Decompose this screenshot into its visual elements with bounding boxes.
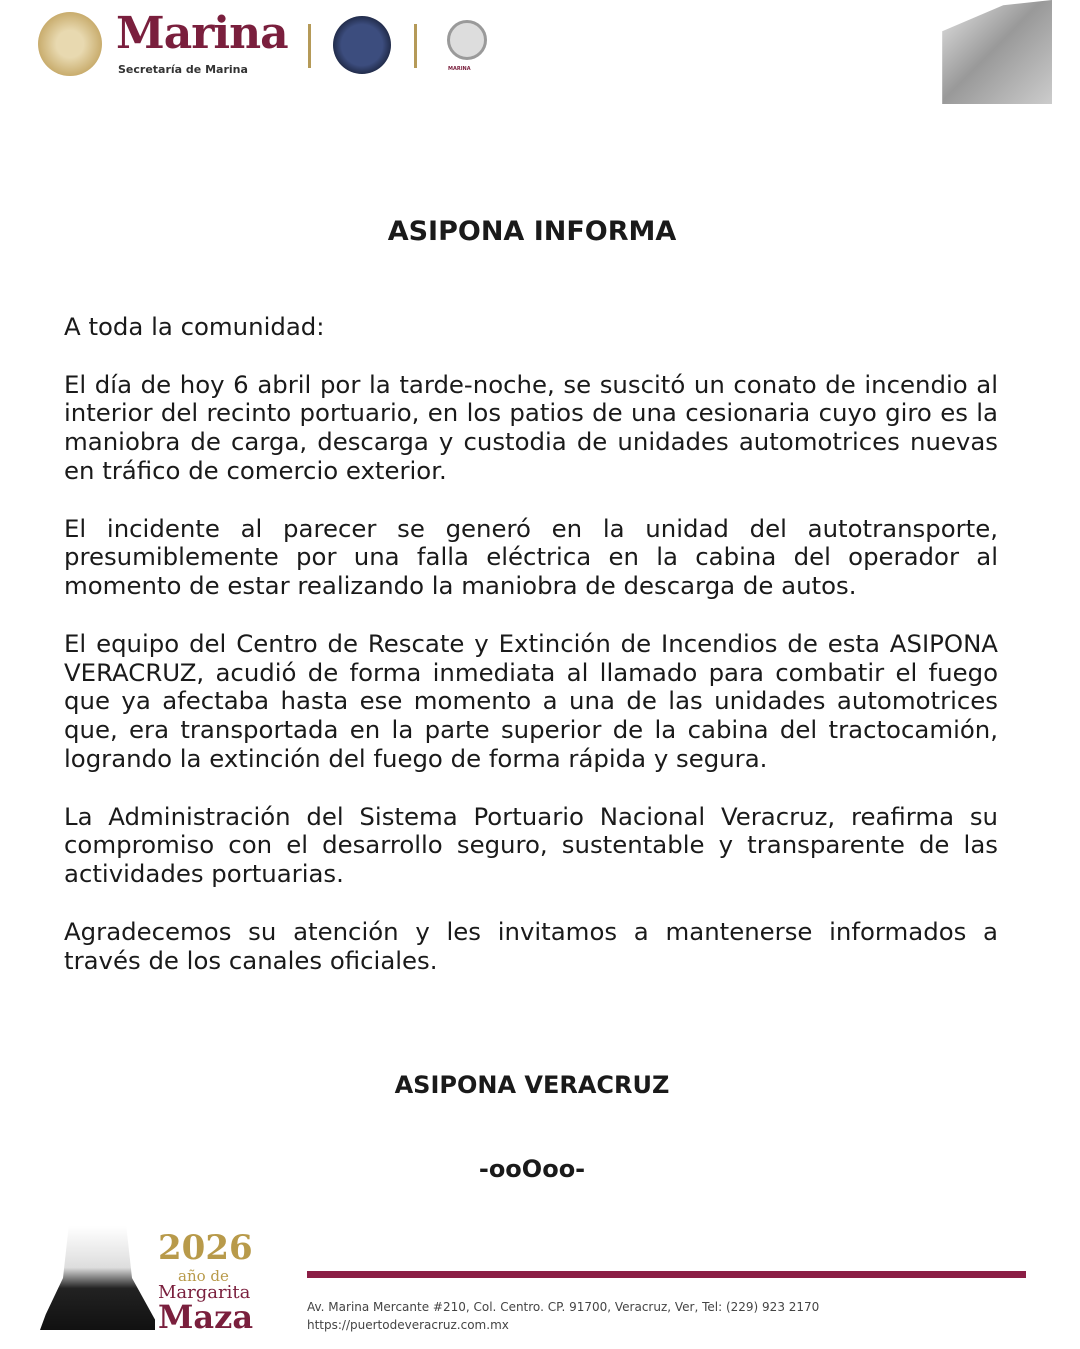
footer-url[interactable]: https://puertodeveracruz.com.mx [307,1318,509,1332]
signature: ASIPONA VERACRUZ [394,1071,670,1099]
asipona-emblem-logo [333,16,391,74]
paragraph: El incidente al parecer se generó en la unidad del autotransporte, presumiblemente por una falla eléctrica en la cabina del operador al momento de estar realizando la maniobra de descarga de autos. [64,513,998,601]
year-label: 2026 [158,1228,253,1268]
year-name-last: Maza [158,1298,254,1336]
header-divider [414,24,417,68]
paragraph: La Administración del Sistema Portuario Nacional Veracruz, reafirma su compromiso con el desarrollo seguro, sustentable y transparente de las actividades portuarias. [64,801,998,889]
marina-subtitle: Secretaría de Marina [118,63,248,76]
year-subtitle: año de [178,1267,229,1285]
footer-address: Av. Marina Mercante #210, Col. Centro. CP. 91700, Veracruz, Ver, Tel: (229) 923 2170 [307,1300,820,1314]
marina-logo-text: Marina [116,8,288,59]
paragraph: El día de hoy 6 abril por la tarde-noche, se suscitó un conato de incendio al interior del recinto portuario, en los patios de una cesionaria cuyo giro es la maniobra de carga, descarga y custodia de unidades automotrices nuevas en tráfico de comercio exterior. [64,369,998,485]
paragraph: Agradecemos su atención y les invitamos a mantenerse informados a través de los canales oficiales. [64,916,998,975]
greeting: A toda la comunidad: [64,312,325,341]
footer-contact [307,1298,819,1334]
port-authority-logo-caption: MARINA [448,66,471,72]
year-name-first: Margarita [158,1282,251,1303]
document-body [64,313,998,1004]
footer-rule [307,1271,1026,1278]
margarita-maza-portrait [40,1226,155,1330]
document-title: ASIPONA INFORMA [387,216,677,247]
header-divider [308,24,311,68]
port-authority-logo [447,20,487,60]
paragraph: El equipo del Centro de Rescate y Extinción de Incendios de esta ASIPONA VERACRUZ, acudió de forma inmediata al llamado para combatir el fuego que ya afectaba hasta ese momento a una de las unidades automotrices que, era transportada en la parte superior de la cabina del tractocamión, logrando la extinción del fuego de forma rápida y segura. [64,628,998,773]
heroine-flag-illustration [930,0,1052,104]
mexico-coat-of-arms-seal [38,12,102,76]
closing-mark: -ooOoo- [478,1155,586,1183]
